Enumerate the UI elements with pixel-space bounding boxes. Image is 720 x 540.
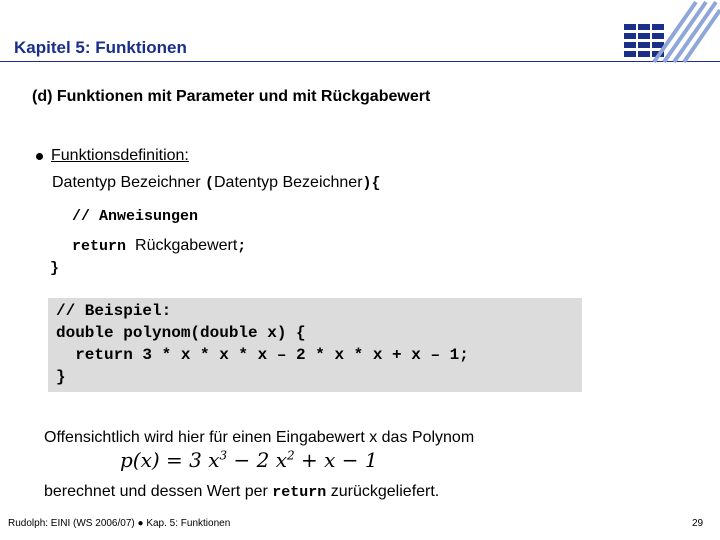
signature-close: ){ [362, 175, 381, 192]
formula-lhs: p(x) = 3 x [120, 448, 220, 472]
formula-exp2: 2 [287, 448, 295, 463]
polynomial-formula [120, 448, 378, 472]
code-line: double polynom(double x) { [56, 324, 306, 342]
formula-mid: − 2 x [227, 448, 288, 472]
bullet-icon [36, 153, 43, 160]
conclusion-start: berechnet und dessen Wert per [44, 483, 273, 500]
explanation-text: Offensichtlich wird hier für einen Eingabewert x das Polynom [44, 429, 475, 446]
code-line: return 3 * x * x * x – 2 * x * x + x – 1; [56, 346, 469, 364]
function-signature [52, 174, 381, 192]
explanation-conclusion [44, 483, 439, 501]
code-line: // Beispiel: [56, 302, 172, 320]
closing-brace: } [50, 260, 60, 277]
footer-text: Rudolph: EINI (WS 2006/07) ● Kap. 5: Funktionen [8, 518, 231, 529]
definition-label: Funktionsdefinition: [51, 147, 189, 164]
formula-rhs: + x − 1 [294, 448, 378, 472]
signature-type: Datentyp Bezeichner [52, 174, 205, 191]
university-logo-icon [610, 0, 720, 64]
return-statement [72, 237, 246, 255]
return-keyword: return [72, 238, 136, 255]
signature-param: Datentyp Bezeichner [214, 174, 363, 191]
code-line: } [56, 368, 66, 386]
signature-open-paren: ( [204, 175, 214, 192]
section-subtitle: (d) Funktionen mit Parameter und mit Rückgabewert [32, 88, 431, 105]
example-code-block [48, 298, 582, 392]
conclusion-end: zurückgeliefert. [326, 483, 440, 500]
page-title: Kapitel 5: Funktionen [14, 38, 187, 57]
page-number: 29 [692, 518, 704, 529]
return-value: Rückgabewert [135, 237, 238, 254]
return-semicolon: ; [237, 238, 247, 255]
statements-comment: // Anweisungen [72, 208, 199, 225]
conclusion-code: return [272, 484, 327, 501]
definition-bullet [36, 147, 189, 165]
formula-exp1: 3 [219, 448, 228, 463]
